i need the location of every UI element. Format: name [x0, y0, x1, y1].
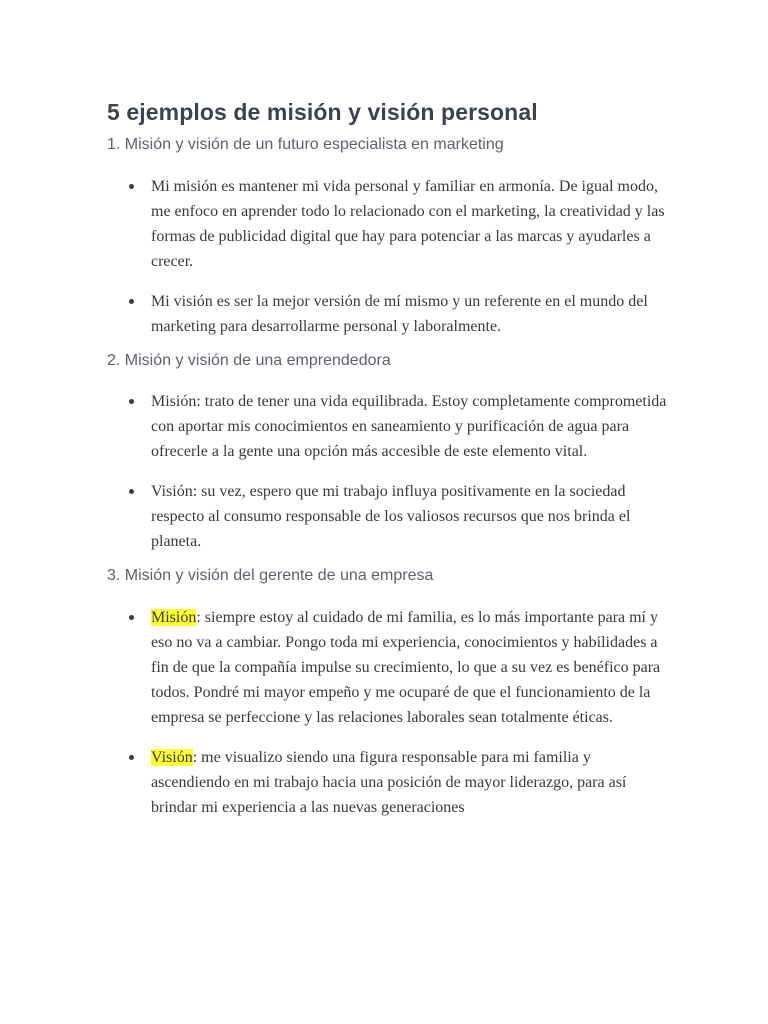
list-item-text: Visión: su vez, espero que mi trabajo influya positivamente en la sociedad respecto al consumo responsable de los valiosos recursos que nos brinda el planeta.	[151, 483, 631, 550]
bullet-icon	[129, 184, 134, 189]
list-item-text: Mi visión es ser la mejor versión de mí mismo y un referente en el mundo del marketing para desarrollarme personal y laboralmente.	[151, 293, 648, 335]
section-1-list	[107, 174, 667, 339]
bullet-icon	[129, 615, 134, 620]
bullet-icon	[129, 755, 134, 760]
document-title: 5 ejemplos de misión y visión personal	[107, 99, 538, 125]
section-2-list	[107, 389, 667, 554]
list-item-text: Mi misión es mantener mi vida personal y familiar en armonía. De igual modo, me enfoco en aprender todo lo relacionado con el marketing, la creatividad y las formas de publicidad digital que hay para potenciar a las marcas y ayudarles a crecer.	[151, 178, 665, 270]
list-item-text: : siempre estoy al cuidado de mi familia, es lo más importante para mí y eso no va a cambiar. Pongo toda mi experiencia, conocimientos y habilidades a fin de que la compañía impulse su crecimiento, lo que a su vez es benéfico para todos. Pondré mi mayor empeño y me ocuparé de que el funcionamiento de la empresa se perfeccione y las relaciones laborales sean totalmente éticas.	[151, 609, 661, 726]
section-heading-2: 2. Misión y visión de una emprendedora	[107, 352, 391, 369]
list-item	[107, 289, 667, 339]
list-item	[107, 389, 667, 464]
bullet-icon	[129, 399, 134, 404]
list-item	[107, 174, 667, 274]
list-item	[107, 479, 667, 554]
highlighted-label-vision: Visión	[151, 749, 193, 766]
document-page	[107, 98, 667, 820]
highlighted-label-mision: Misión	[151, 609, 197, 626]
list-item	[107, 605, 667, 730]
list-item	[107, 745, 667, 820]
section-3-list	[107, 605, 667, 820]
section-heading-3: 3. Misión y visión del gerente de una empresa	[107, 567, 434, 584]
section-heading-1: 1. Misión y visión de un futuro especialista en marketing	[107, 136, 504, 153]
bullet-icon	[129, 489, 134, 494]
bullet-icon	[129, 299, 134, 304]
list-item-text: : me visualizo siendo una figura responsable para mi familia y ascendiendo en mi trabajo hacia una posición de mayor liderazgo, para así brindar mi experiencia a las nuevas generaciones	[151, 749, 627, 816]
list-item-text: Misión: trato de tener una vida equilibrada. Estoy completamente comprometida con aportar mis conocimientos en saneamiento y purificación de agua para ofrecerle a la gente una opción más accesible de este elemento vital.	[151, 393, 667, 460]
